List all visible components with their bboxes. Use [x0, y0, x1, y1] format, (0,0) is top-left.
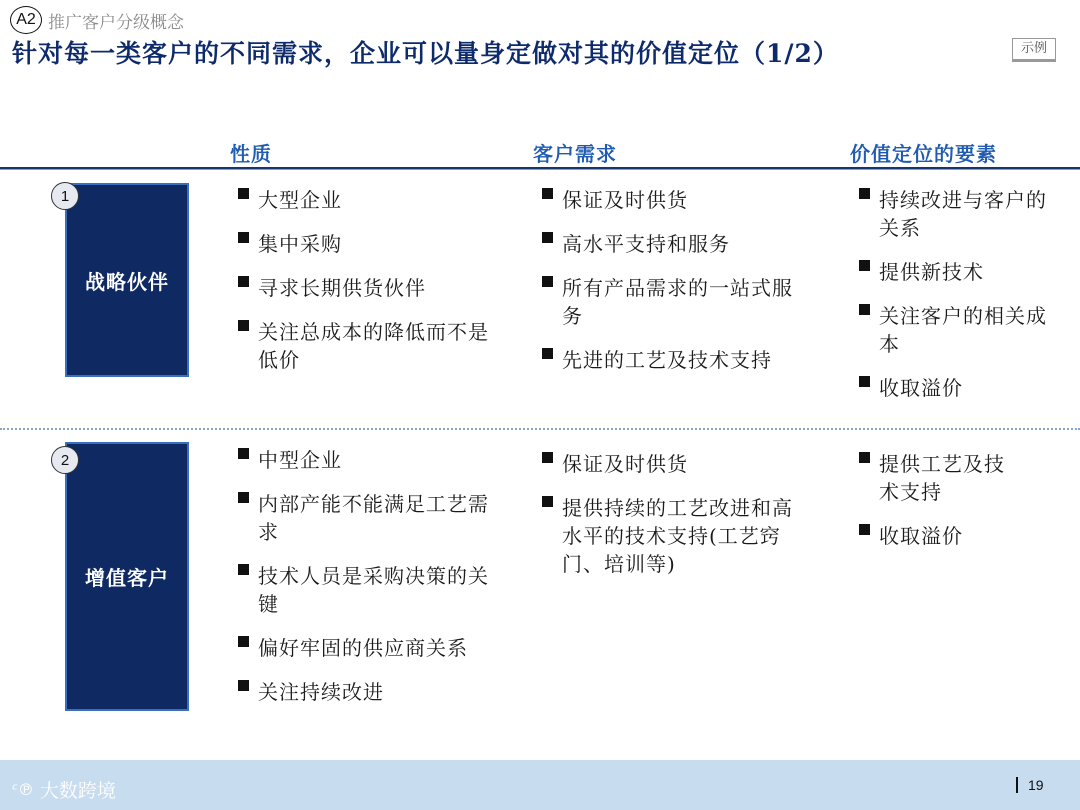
bullet-item — [236, 634, 491, 662]
segment-box-strategic-partner: 战略伙伴 — [65, 183, 189, 377]
bullet-item — [857, 302, 1057, 358]
bullet-item — [540, 230, 795, 258]
bullet-square-icon — [542, 232, 553, 243]
row-2-value-list — [857, 450, 1017, 566]
bullet-text: 先进的工艺及技术支持 — [562, 348, 772, 372]
bullet-square-icon — [238, 564, 249, 575]
bullet-square-icon — [238, 188, 249, 199]
row-number-badge: 2 — [51, 446, 79, 474]
bullet-text: 保证及时供货 — [562, 452, 688, 476]
bullet-item — [540, 450, 795, 478]
bullet-text: 寻求长期供货伙伴 — [258, 276, 426, 300]
bullet-text: 关注总成本的降低而不是低价 — [258, 320, 489, 372]
bullet-square-icon — [859, 376, 870, 387]
column-header-nature: 性质 — [230, 142, 272, 166]
bullet-item — [236, 230, 491, 258]
bullet-text: 提供持续的工艺改进和高水平的技术支持(工艺窍门、培训等) — [562, 496, 793, 576]
bullet-square-icon — [238, 492, 249, 503]
bullet-text: 内部产能不能满足工艺需求 — [258, 492, 489, 544]
page-title: 针对每一类客户的不同需求，企业可以量身定做对其的价值定位（1/2） — [12, 39, 839, 68]
bullet-text: 大型企业 — [258, 188, 342, 212]
bullet-text: 提供工艺及技术支持 — [879, 452, 1005, 504]
bullet-text: 偏好牢固的供应商关系 — [258, 636, 468, 660]
logo-mark-icon: ᶜ℗ — [12, 780, 34, 799]
bullet-item — [857, 258, 1057, 286]
bullet-square-icon — [238, 232, 249, 243]
row-2-nature-list — [236, 446, 491, 722]
footer-logo — [12, 776, 116, 803]
bullet-square-icon — [859, 524, 870, 535]
bullet-square-icon — [859, 452, 870, 463]
bullet-item — [540, 346, 795, 374]
bullet-square-icon — [238, 276, 249, 287]
bullet-square-icon — [542, 276, 553, 287]
bullet-item — [857, 450, 1017, 506]
bullet-text: 集中采购 — [258, 232, 342, 256]
bullet-text: 高水平支持和服务 — [562, 232, 730, 256]
bullet-item — [236, 490, 491, 546]
section-tag — [10, 6, 184, 34]
row-1-needs-list — [540, 186, 795, 390]
section-tag-badge: A2 — [10, 6, 42, 34]
bullet-item — [236, 678, 491, 706]
row-divider — [0, 428, 1080, 430]
bullet-square-icon — [238, 448, 249, 459]
example-label: 示例 — [1012, 38, 1056, 62]
bullet-square-icon — [859, 304, 870, 315]
row-2-needs-list — [540, 450, 795, 594]
footer-bar — [0, 760, 1080, 810]
bullet-square-icon — [542, 348, 553, 359]
bullet-text: 提供新技术 — [879, 260, 984, 284]
page-number: 19 — [1016, 777, 1044, 793]
header-divider-accent — [0, 169, 1080, 170]
column-header-value: 价值定位的要素 — [850, 142, 997, 166]
row-1-nature-list — [236, 186, 491, 390]
bullet-text: 关注持续改进 — [258, 680, 384, 704]
bullet-item — [236, 274, 491, 302]
bullet-text: 收取溢价 — [879, 376, 963, 400]
bullet-text: 收取溢价 — [879, 524, 963, 548]
bullet-text: 所有产品需求的一站式服务 — [562, 276, 793, 328]
bullet-square-icon — [542, 188, 553, 199]
bullet-text: 关注客户的相关成本 — [879, 304, 1047, 356]
bullet-item — [236, 562, 491, 618]
segment-box-value-added-customer: 增值客户 — [65, 442, 189, 711]
row-number-badge: 1 — [51, 182, 79, 210]
bullet-text: 技术人员是采购决策的关键 — [258, 564, 489, 616]
bullet-item — [540, 186, 795, 214]
bullet-item — [857, 374, 1057, 402]
bullet-square-icon — [238, 320, 249, 331]
bullet-text: 持续改进与客户的关系 — [879, 188, 1047, 240]
bullet-square-icon — [542, 452, 553, 463]
bullet-item — [540, 494, 795, 578]
bullet-item — [236, 446, 491, 474]
bullet-item — [857, 522, 1017, 550]
row-1-value-list — [857, 186, 1057, 418]
bullet-square-icon — [859, 188, 870, 199]
section-tag-text: 推广客户分级概念 — [48, 12, 184, 33]
bullet-text: 保证及时供货 — [562, 188, 688, 212]
bullet-item — [857, 186, 1057, 242]
bullet-square-icon — [238, 636, 249, 647]
bullet-square-icon — [238, 680, 249, 691]
bullet-square-icon — [859, 260, 870, 271]
bullet-item — [540, 274, 795, 330]
bullet-text: 中型企业 — [258, 448, 342, 472]
bullet-square-icon — [542, 496, 553, 507]
column-header-needs: 客户需求 — [533, 142, 617, 166]
footer-logo-text: 大数跨境 — [39, 780, 116, 802]
bullet-item — [236, 186, 491, 214]
bullet-item — [236, 318, 491, 374]
